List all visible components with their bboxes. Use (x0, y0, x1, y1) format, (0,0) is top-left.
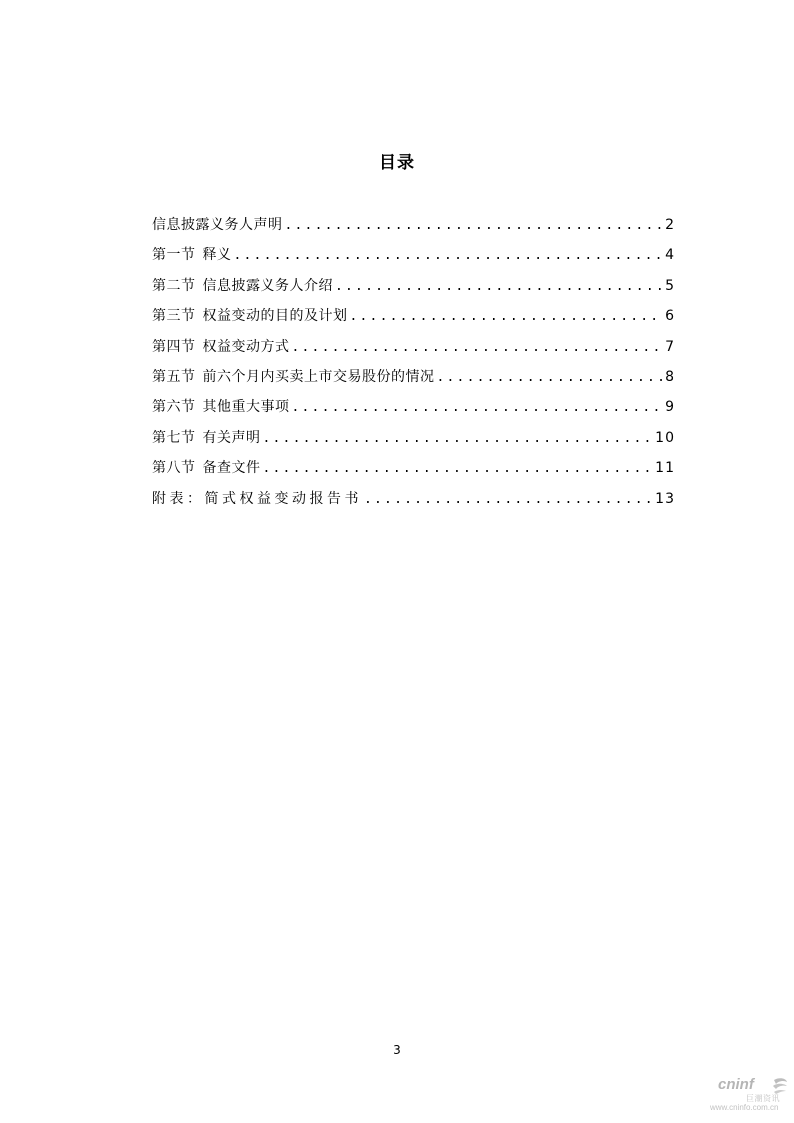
page-number: 3 (393, 1043, 401, 1057)
toc-entry[interactable] (152, 215, 675, 245)
watermark-brand: cninf (718, 1076, 754, 1093)
toc-entry-page: 11 (655, 460, 675, 477)
toc-entry[interactable] (152, 367, 675, 397)
toc-leader-dots (234, 246, 664, 266)
toc-section-number: 第二节 (152, 277, 196, 294)
toc-entry-page: 4 (665, 247, 675, 264)
watermark-brand-cn: 巨潮资讯 (746, 1094, 780, 1103)
toc-section-number: 第一节 (152, 247, 196, 264)
toc-leader-dots (437, 368, 664, 388)
toc-entry[interactable] (152, 245, 675, 275)
toc-section-number: 第五节 (152, 368, 196, 385)
toc-entry[interactable] (152, 397, 675, 427)
toc-section-number: 第四节 (152, 338, 196, 355)
toc-entry-page: 8 (665, 368, 675, 385)
toc-entry[interactable] (152, 489, 675, 519)
toc-entry[interactable] (152, 306, 675, 336)
toc-entry-label: 第二节 信息披露义务人介绍 (152, 277, 333, 294)
toc-section-number: 第八节 (152, 460, 196, 477)
watermark-url: www.cninfo.com.cn (710, 1103, 779, 1112)
cninfo-watermark (706, 1076, 792, 1116)
toc-entry-label: 第一节 释义 (152, 247, 232, 264)
toc-entry-label: 信息披露义务人声明 (152, 217, 283, 233)
toc-entry-label: 第六节 其他重大事项 (152, 399, 290, 416)
toc-section-number: 第六节 (152, 399, 196, 416)
toc-entry[interactable] (152, 337, 675, 367)
toc-section-number: 第三节 (152, 308, 196, 325)
toc-entry[interactable] (152, 458, 675, 488)
table-of-contents (152, 215, 675, 519)
toc-entry-page: 5 (665, 277, 675, 294)
toc-entry-page: 7 (665, 338, 675, 355)
toc-entry-label: 第八节 备查文件 (152, 460, 261, 477)
toc-entry-page: 13 (655, 490, 675, 507)
toc-entry-label: 第四节 权益变动方式 (152, 338, 290, 355)
toc-entry-label: 第七节 有关声明 (152, 429, 261, 446)
toc-leader-dots (292, 338, 664, 358)
toc-entry[interactable] (152, 276, 675, 306)
toc-leader-dots (285, 216, 664, 236)
toc-section-number: 第七节 (152, 429, 196, 446)
toc-leader-dots (350, 307, 664, 327)
toc-entry-label: 附表：简式权益变动报告书 (152, 490, 362, 507)
page-title: 目录 (379, 153, 415, 173)
toc-entry-page: 9 (665, 399, 675, 416)
toc-entry-label: 第五节 前六个月内买卖上市交易股份的情况 (152, 368, 435, 385)
toc-leader-dots (263, 459, 654, 479)
toc-leader-dots (335, 277, 663, 297)
toc-leader-dots (292, 398, 664, 418)
toc-entry[interactable] (152, 428, 675, 458)
toc-entry-label: 第三节 权益变动的目的及计划 (152, 308, 348, 325)
toc-entry-page: 10 (655, 429, 675, 446)
toc-entry-page: 6 (665, 308, 675, 325)
toc-leader-dots (364, 490, 653, 510)
toc-leader-dots (263, 429, 654, 449)
toc-entry-page: 2 (665, 217, 675, 233)
